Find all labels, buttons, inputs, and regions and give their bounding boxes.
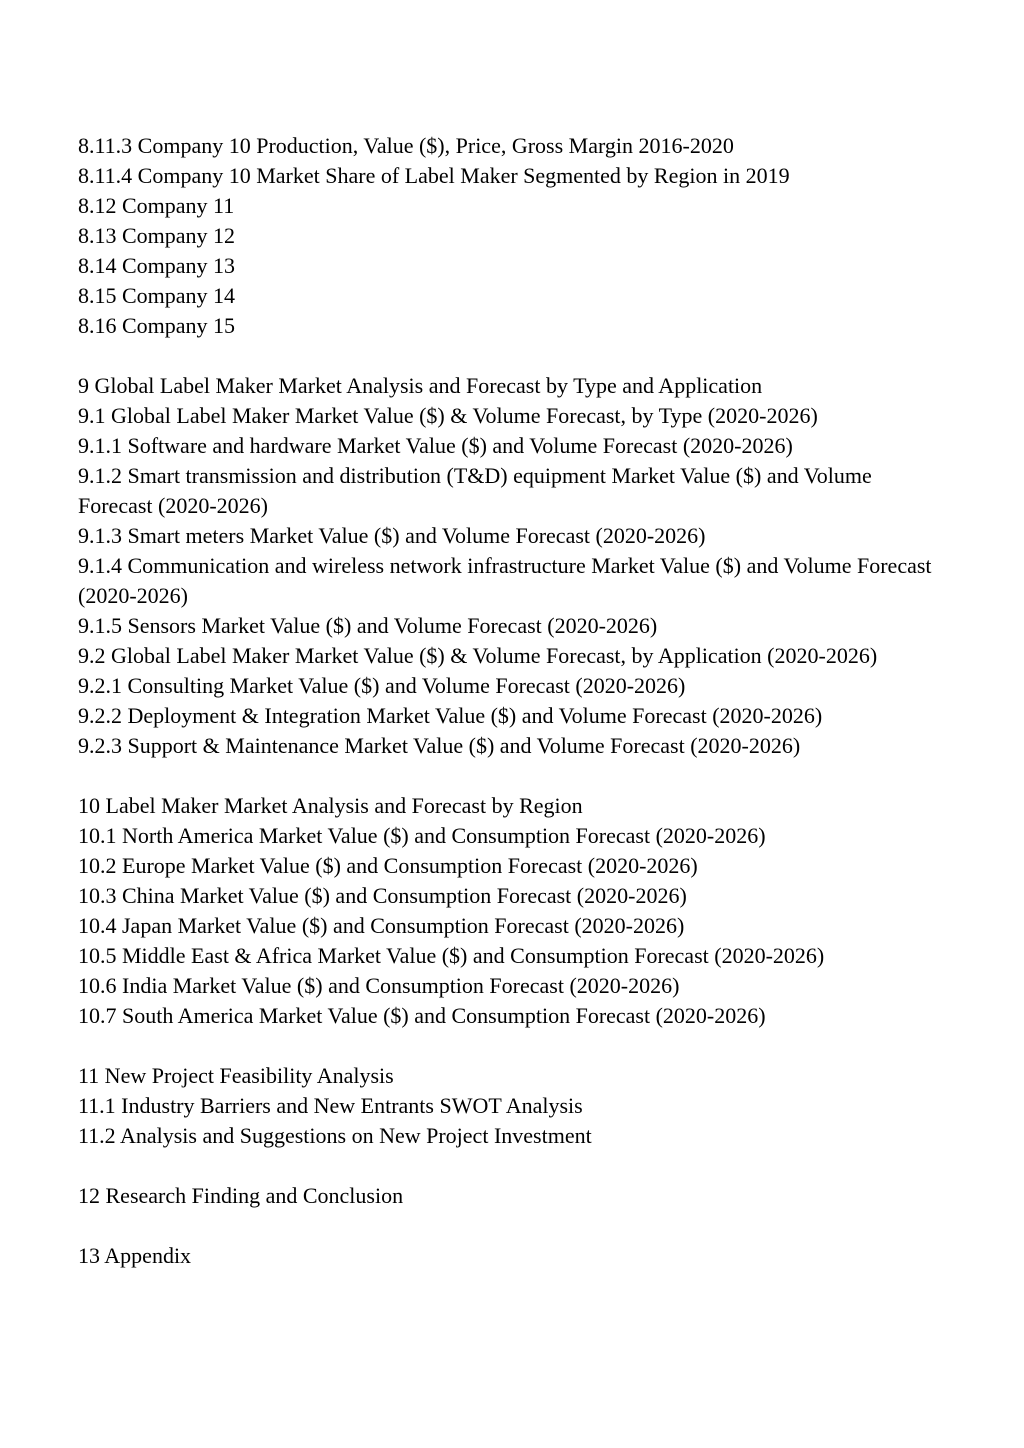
toc-entry-12: 12 Research Finding and Conclusion [78, 1183, 404, 1208]
toc-entry-11-2: 11.2 Analysis and Suggestions on New Project Investment [78, 1123, 592, 1148]
toc-entry-10-1: 10.1 North America Market Value ($) and Consumption Forecast (2020-2026) [78, 823, 766, 848]
toc-section-8-companies [78, 131, 948, 341]
toc-entry-9-1-5: 9.1.5 Sensors Market Value ($) and Volume Forecast (2020-2026) [78, 613, 658, 638]
toc-entry-8-12: 8.12 Company 11 [78, 193, 235, 218]
toc-entry-9: 9 Global Label Maker Market Analysis and Forecast by Type and Application [78, 373, 763, 398]
toc-entry-8-15: 8.15 Company 14 [78, 283, 236, 308]
toc-entry-10-7: 10.7 South America Market Value ($) and Consumption Forecast (2020-2026) [78, 1003, 766, 1028]
toc-entry-9-1: 9.1 Global Label Maker Market Value ($) & Volume Forecast, by Type (2020-2026) [78, 403, 818, 428]
toc-entry-10-5: 10.5 Middle East & Africa Market Value ($) and Consumption Forecast (2020-2026) [78, 943, 825, 968]
toc-entry-11: 11 New Project Feasibility Analysis [78, 1063, 394, 1088]
toc-entry-10-3: 10.3 China Market Value ($) and Consumption Forecast (2020-2026) [78, 883, 687, 908]
toc-section-10 [78, 791, 948, 1031]
toc-entry-9-2-2: 9.2.2 Deployment & Integration Market Value ($) and Volume Forecast (2020-2026) [78, 703, 823, 728]
toc-entry-8-14: 8.14 Company 13 [78, 253, 236, 278]
toc-entry-13: 13 Appendix [78, 1243, 192, 1268]
toc-entry-8-11-4: 8.11.4 Company 10 Market Share of Label Maker Segmented by Region in 2019 [78, 163, 790, 188]
toc-entry-9-2-1: 9.2.1 Consulting Market Value ($) and Volume Forecast (2020-2026) [78, 673, 686, 698]
toc-entry-10: 10 Label Maker Market Analysis and Forecast by Region [78, 793, 583, 818]
toc-section-11 [78, 1061, 948, 1151]
toc-entry-10-6: 10.6 India Market Value ($) and Consumption Forecast (2020-2026) [78, 973, 680, 998]
toc-entry-8-11-3: 8.11.3 Company 10 Production, Value ($), Price, Gross Margin 2016-2020 [78, 133, 734, 158]
toc-entry-8-16: 8.16 Company 15 [78, 313, 236, 338]
toc-entry-10-2: 10.2 Europe Market Value ($) and Consumption Forecast (2020-2026) [78, 853, 698, 878]
toc-entry-10-4: 10.4 Japan Market Value ($) and Consumption Forecast (2020-2026) [78, 913, 685, 938]
table-of-contents [78, 131, 948, 1271]
toc-entry-9-1-4: 9.1.4 Communication and wireless network infrastructure Market Value ($) and Volume Forecast (2020-2026) [78, 553, 932, 608]
toc-entry-9-1-1: 9.1.1 Software and hardware Market Value ($) and Volume Forecast (2020-2026) [78, 433, 793, 458]
toc-entry-9-1-3: 9.1.3 Smart meters Market Value ($) and Volume Forecast (2020-2026) [78, 523, 706, 548]
toc-section-13 [78, 1241, 948, 1271]
toc-entry-9-1-2: 9.1.2 Smart transmission and distribution (T&D) equipment Market Value ($) and Volume Forecast (2020-2026) [78, 463, 872, 518]
toc-entry-8-13: 8.13 Company 12 [78, 223, 236, 248]
toc-entry-11-1: 11.1 Industry Barriers and New Entrants SWOT Analysis [78, 1093, 583, 1118]
toc-entry-9-2-3: 9.2.3 Support & Maintenance Market Value ($) and Volume Forecast (2020-2026) [78, 733, 801, 758]
toc-entry-9-2: 9.2 Global Label Maker Market Value ($) & Volume Forecast, by Application (2020-2026) [78, 643, 878, 668]
toc-section-12 [78, 1181, 948, 1211]
toc-section-9 [78, 371, 948, 761]
